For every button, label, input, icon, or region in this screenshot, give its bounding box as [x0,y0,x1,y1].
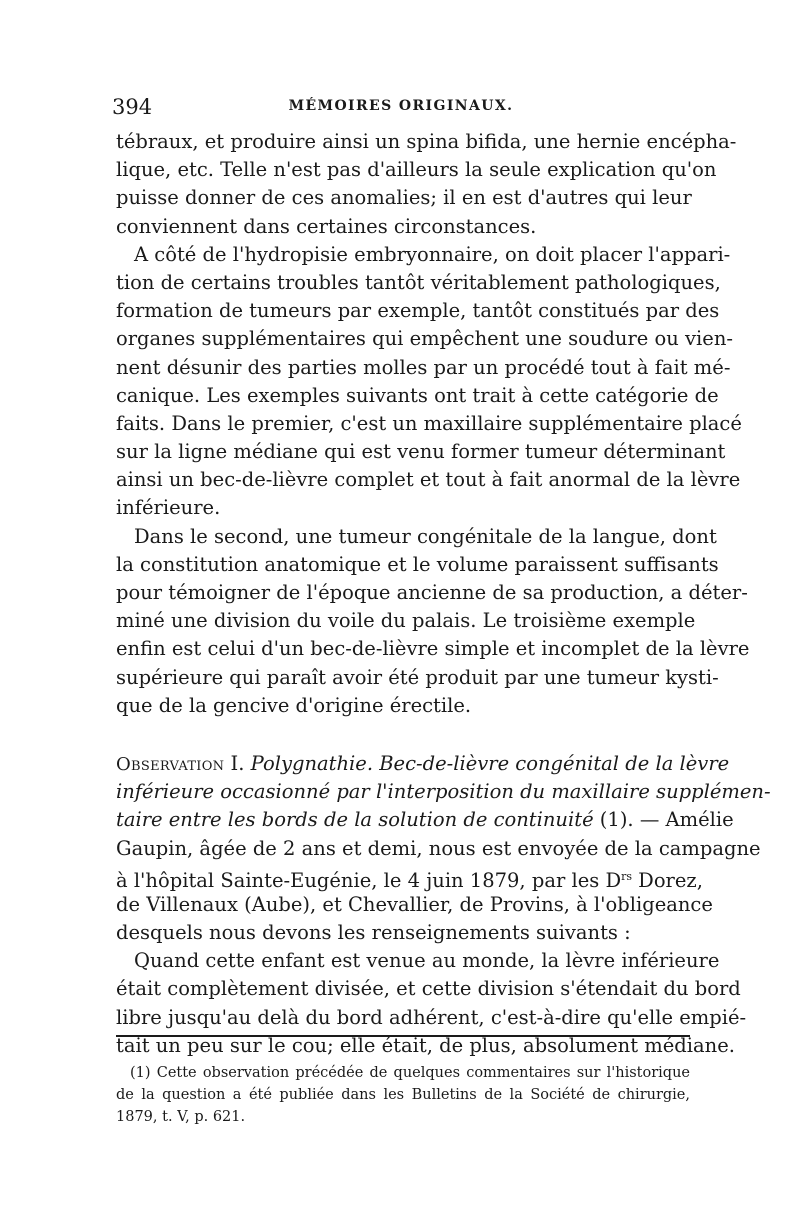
text-line: pour témoigner de l'époque ancienne de sa production, a déter- [116,581,748,604]
text-line: tion de certains troubles tantôt véritablement pathologiques, [116,270,721,294]
text-line: organes supplémentaires qui empêchent une soudure ou vien- [116,327,733,351]
text-line: Gaupin, âgée de 2 ans et demi, nous est envoyée de la campagne [116,836,761,860]
text-line: nent désunir des parties molles par un procédé tout à fait mé- [116,355,731,379]
text-line: enfin est celui d'un bec-de-lièvre simple et incomplet de la lèvre [116,637,750,661]
text-line: libre jusqu'au delà du bord adhérent, c'est-à-dire qu'elle empié- [116,1005,747,1029]
footnote-reference: (1). — Amélie [593,808,734,832]
text-line: tait un peu sur le cou; elle était, de plus, absolument médiane. [116,1033,735,1057]
text-line: de Villenaux (Aube), et Chevallier, de Provins, à l'obligeance [116,892,713,916]
running-head: MÉMOIRES ORIGINAUX. [288,98,514,114]
text-line: canique. Les exemples suivants ont trait à cette catégorie de [116,383,719,407]
page-number: 394 [112,95,153,119]
text-line: la constitution anatomique et le volume paraissent suffisants [116,552,719,576]
doctors-superscript: rs [621,869,632,883]
paragraph-gap [116,720,690,750]
observation-title-end: taire entre les bords de la solution de continuité [116,808,594,832]
text-line [116,863,703,892]
text-line: était complètement divisée, et cette division s'étendait du bord [116,977,741,1001]
text-line: tébraux, et produire ainsi un spina bifida, une hernie encépha- [116,130,737,153]
page-header [112,95,690,125]
observation-label: Observation [116,753,225,775]
text-line: miné une division du voile du palais. Le troisième exemple [116,609,696,633]
text-line: conviennent dans certaines circonstances. [116,214,537,238]
observation-title-line: inférieure occasionné par l'interposition du maxillaire supplémen- [116,780,771,804]
text-line: sur la ligne médiane qui est venu former tumeur déterminant [116,440,726,464]
text-line: Dans le second, une tumeur congénitale de la langue, dont [134,524,717,548]
text-line: faits. Dans le premier, c'est un maxillaire supplémentaire placé [116,411,742,435]
doctors-tail: Dorez, [631,868,703,892]
observation-title: Polygnathie. Bec-de-lièvre congénital de la lèvre [250,751,730,775]
observation-number: I. [224,751,251,775]
text-line: supérieure qui paraît avoir été produit par une tumeur kysti- [116,665,719,689]
footnote-line: de la question a été publiée dans les Bulletins de la Société de chirurgie, [116,1087,690,1103]
text-line: lique, etc. Telle n'est pas d'ailleurs la seule explication qu'on [116,158,717,182]
text-line: desquels nous devons les renseignements suivants : [116,921,631,945]
text-line: puisse donner de ces anomalies; il en est d'autres qui leur [116,186,692,210]
text-line: inférieure. [116,496,221,520]
footnote-line: (1) Cette observation précédée de quelques commentaires sur l'historique [130,1065,690,1081]
text-line: formation de tumeurs par exemple, tantôt constitués par des [116,299,720,323]
text-line: que de la gencive d'origine érectile. [116,693,472,717]
text-line: A côté de l'hydropisie embryonnaire, on doit placer l'appari- [134,242,731,266]
text-line: Quand cette enfant est venue au monde, la lèvre inférieure [134,949,720,973]
doctors-text: à l'hôpital Sainte-Eugénie, le 4 juin 1879, par les D [116,868,622,892]
observation-title-line [116,806,734,834]
footnotes [116,1062,690,1128]
footnote-line: 1879, t. V, p. 621. [116,1109,246,1125]
footnote-rule [116,1035,690,1037]
text-line: ainsi un bec-de-lièvre complet et tout à fait anormal de la lèvre [116,468,741,492]
body-text [116,128,771,1060]
observation-heading-line [116,750,730,778]
